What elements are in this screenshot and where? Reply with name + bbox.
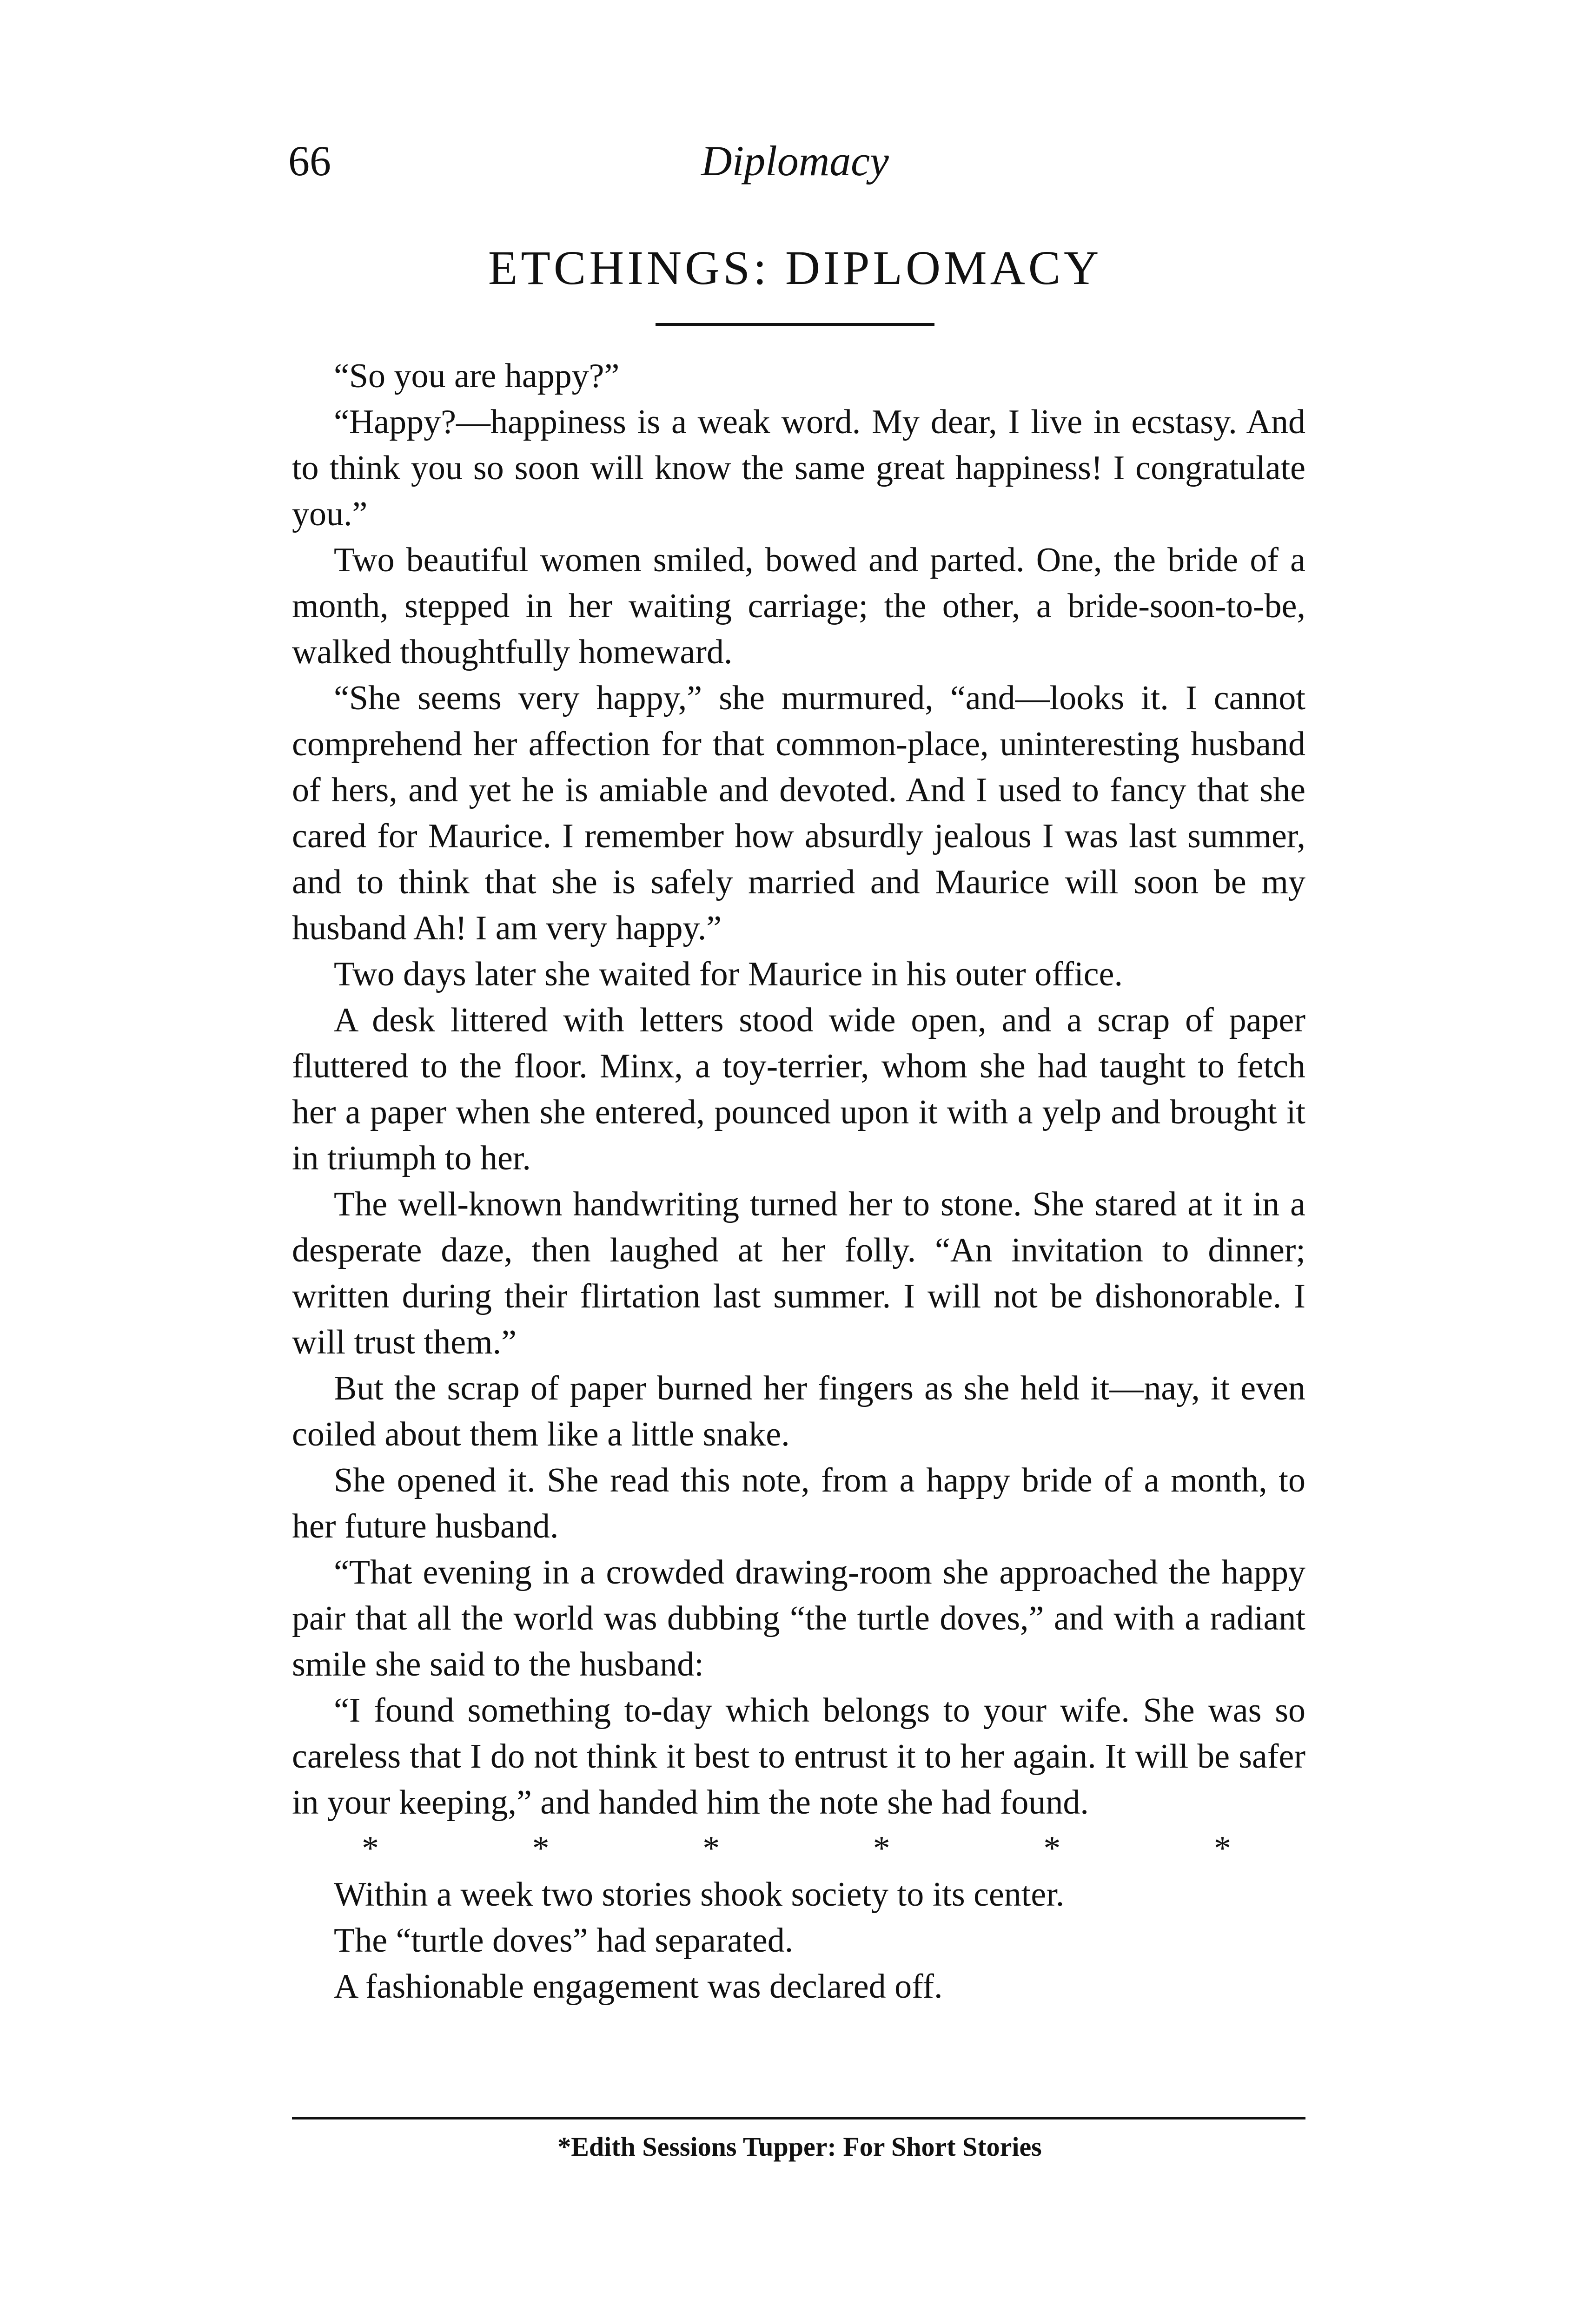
footnote: *Edith Sessions Tupper: For Short Stories: [557, 2132, 1042, 2162]
paragraph: “I found something to-day which belongs to your wife. She was so careless that I do not think it best to entrust it to her again. It will be safer in your keeping,” and handed him the note she had found.: [292, 1691, 1305, 1822]
asterisk: *: [1043, 1829, 1061, 1868]
paragraph: “She seems very happy,” she murmured, “and—looks it. I cannot comprehend her affection for that common-place, uninteresting husband of hers, and yet he is amiable and devoted. And I used to fancy that she cared for Maurice. I remember how absurdly jealous I was last summer, and to think that she is safely married and Maurice will soon be my husband Ah! I am very happy.”: [292, 679, 1305, 947]
closing-paragraph: A fashionable engagement was declared off.: [334, 1967, 943, 2006]
asterisk: *: [362, 1829, 379, 1868]
paragraph: “So you are happy?”: [334, 357, 620, 395]
asterisk: *: [1213, 1829, 1231, 1868]
asterisk: *: [702, 1829, 720, 1868]
section-break: [362, 1826, 1231, 1872]
paragraph: “Happy?—happiness is a weak word. My dear, I live in ecstasy. And to think you so soon will know the same great happiness! I congratulate you.”: [292, 403, 1305, 533]
paragraph: A desk littered with letters stood wide open, and a scrap of paper fluttered to the floor. Minx, a toy-terrier, whom she had taught to fetch her a paper when she entered, pounced upon it with a yelp and brought it in triumph to her.: [292, 1001, 1305, 1177]
closing-paragraph: Within a week two stories shook society to its center.: [334, 1875, 1065, 1914]
paragraph: The well-known handwriting turned her to stone. She stared at it in a desperate daze, then laughed at her folly. “An invitation to dinner; written during their flirtation last summer. I will not be dishonorable. I will trust them.”: [292, 1185, 1305, 1361]
paragraph: She opened it. She read this note, from a happy bride of a month, to her future husband.: [292, 1461, 1305, 1545]
title-rule: [656, 323, 934, 326]
asterisk: *: [532, 1829, 550, 1868]
paragraph: Two beautiful women smiled, bowed and parted. One, the bride of a month, stepped in her waiting carriage; the other, a bride-soon-to-be, walked thoughtfully homeward.: [292, 541, 1305, 671]
page-header: [288, 125, 1302, 209]
paragraph: “That evening in a crowded drawing-room she approached the happy pair that all the world was dubbing “the turtle doves,” and with a radiant smile she said to the husband:: [292, 1553, 1305, 1684]
running-head: Diplomacy: [701, 137, 889, 185]
paragraph: But the scrap of paper burned her fingers as she held it—nay, it even coiled about them like a little snake.: [292, 1369, 1305, 1453]
page-number: 66: [288, 137, 331, 185]
story-body: [292, 353, 1305, 2010]
asterisk: *: [873, 1829, 890, 1868]
paragraph: Two days later she waited for Maurice in his outer office.: [334, 955, 1123, 993]
closing-paragraph: The “turtle doves” had separated.: [334, 1921, 794, 1960]
story-title: ETCHINGS: DIPLOMACY: [488, 241, 1102, 295]
footnote-rule: [292, 2117, 1305, 2119]
